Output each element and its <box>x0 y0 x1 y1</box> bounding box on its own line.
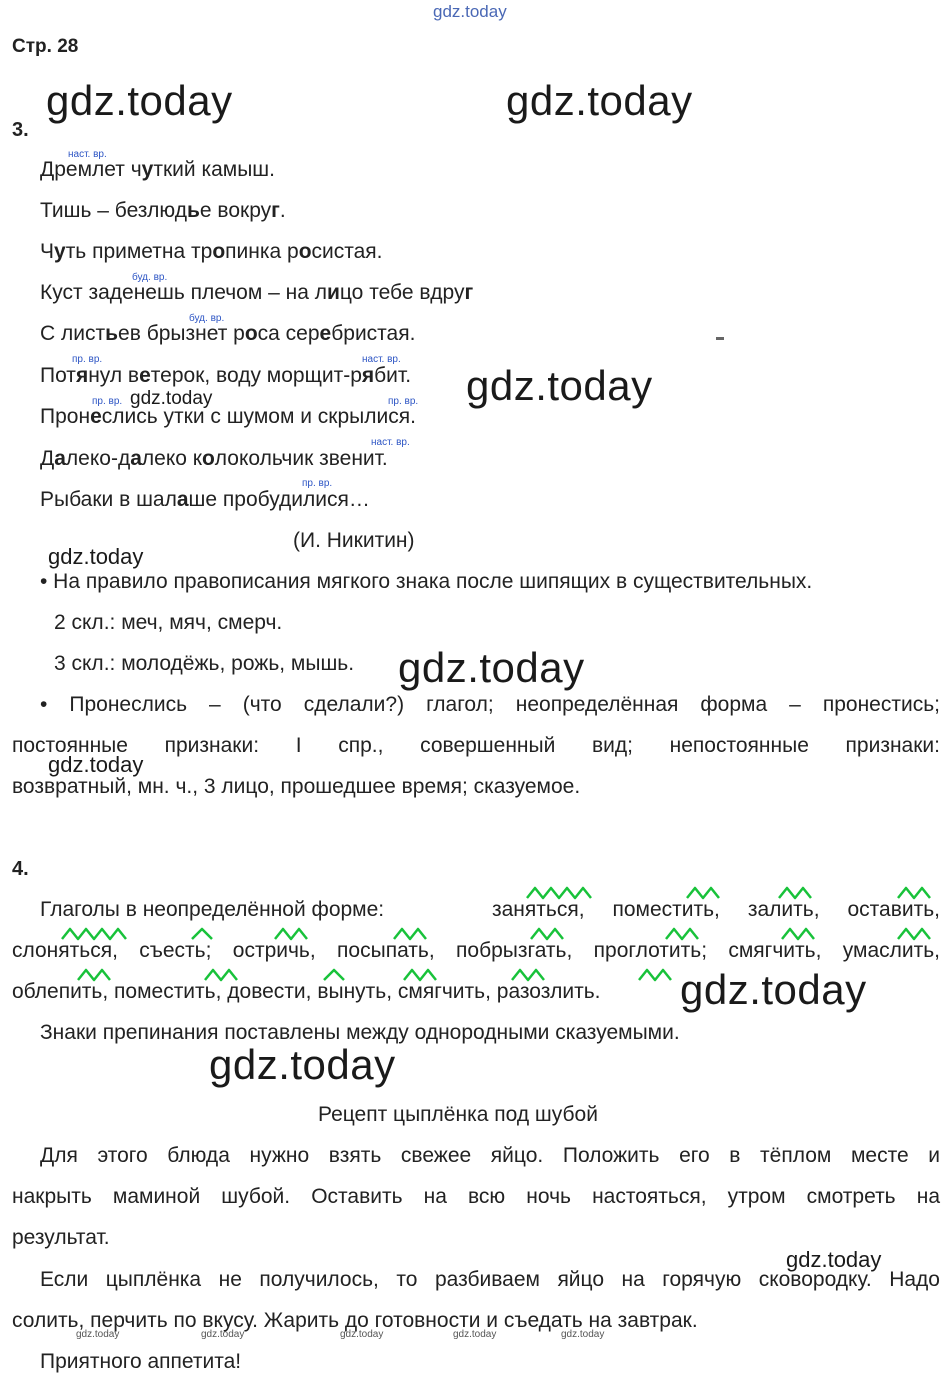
watermark-top: gdz.today <box>433 2 507 21</box>
tense-note: пр. вр. <box>302 478 333 489</box>
poem-line: Далеко-далеко колокольчик звенит. <box>40 447 388 470</box>
watermark-small: gdz.today <box>201 1329 245 1340</box>
recipe-title: Рецепт цыплёнка под шубой <box>318 1103 598 1126</box>
poem-line: Пронеслись утки с шумом и скрылися. <box>40 405 416 428</box>
poem-line: С листьев брызнет роса серебристая. <box>40 322 416 345</box>
exercise-3-number: 3. <box>12 119 29 141</box>
poem-line: Дремлет чуткий камыш. <box>40 158 275 181</box>
recipe-p1-line3: результат. <box>12 1226 110 1249</box>
watermark-small: gdz.today <box>340 1329 384 1340</box>
infinitive-line-3: облепить, поместить, довести, вынуть, смягчить, разозлить. <box>12 980 601 1003</box>
watermark: gdz.today <box>46 77 233 124</box>
tense-note: пр. вр. <box>72 354 103 365</box>
watermark: gdz.today <box>209 1041 396 1088</box>
infinitive-line-2: слоняться, съесть; остричь, посыпать, побрызгать, проглотить; смягчить, умаслить, <box>12 939 940 962</box>
skl3-text: 3 скл.: молодёжь, рожь, мышь. <box>54 652 355 675</box>
root-arc <box>275 929 307 939</box>
recipe-closing: Приятного аппетита! <box>40 1350 242 1373</box>
watermark: gdz.today <box>48 752 144 777</box>
analysis-line-2: постоянные признаки: I спр., совершенный вид; непостоянные признаки: <box>12 734 940 757</box>
watermark-small: gdz.today <box>76 1329 120 1340</box>
watermark: gdz.today <box>398 644 585 691</box>
root-arc <box>324 970 344 980</box>
root-arc <box>404 970 436 980</box>
poem-line: Тишь – безлюдье вокруг. <box>40 199 286 222</box>
watermark: gdz.today <box>130 388 213 409</box>
watermark-small: gdz.today <box>561 1329 605 1340</box>
infinitive-line-1: заняться, поместить, залить, оставить, <box>492 898 940 921</box>
watermark: gdz.today <box>506 77 693 124</box>
poem-line: Чуть приметна тропинка росистая. <box>40 240 383 263</box>
root-arc <box>512 970 544 980</box>
tense-note: наст. вр. <box>362 354 401 365</box>
analysis-line-3: возвратный, мн. ч., 3 лицо, прошедшее время; сказуемое. <box>12 775 581 798</box>
page-number: Стр. 28 <box>12 36 79 57</box>
skl2-text: 2 скл.: меч, мяч, смерч. <box>54 611 283 634</box>
punctuation-note: Знаки препинания поставлены между однородными сказуемыми. <box>40 1021 680 1044</box>
rule-text: • На правило правописания мягкого знака после шипящих в существительных. <box>40 570 813 593</box>
recipe-p1-line1: Для этого блюда нужно взять свежее яйцо. Положить его в тёплом месте и <box>40 1144 940 1167</box>
tense-note: наст. вр. <box>371 437 410 448</box>
recipe-p1-line2: накрыть маминой шубой. Оставить на всю ночь настояться, утром смотреть на <box>12 1185 940 1208</box>
tense-note: пр. вр. <box>388 396 419 407</box>
root-arc <box>898 888 930 898</box>
tense-note: буд. вр. <box>189 313 225 324</box>
watermark: gdz.today <box>48 544 144 569</box>
root-arc <box>62 929 126 939</box>
root-arc <box>531 929 563 939</box>
watermark: gdz.today <box>466 362 653 409</box>
root-arc <box>782 929 814 939</box>
poem-author: (И. Никитин) <box>293 529 415 552</box>
root-arc <box>78 970 110 980</box>
poem-line: Рыбаки в шалаше пробудилися… <box>40 488 370 511</box>
tense-note: буд. вр. <box>132 272 168 283</box>
root-arc <box>779 888 811 898</box>
stray-mark <box>716 337 724 340</box>
exercise-4-number: 4. <box>12 858 29 880</box>
recipe-p2-line2: солить, перчить по вкусу. Жарить до готовности и съедать на завтрак. <box>12 1309 698 1332</box>
root-arc <box>898 929 930 939</box>
tense-note: наст. вр. <box>68 149 107 160</box>
root-arc <box>394 929 426 939</box>
watermark: gdz.today <box>680 966 867 1013</box>
root-arc <box>639 970 671 980</box>
poem-line: Куст заденешь плечом – на лицо тебе вдруг <box>40 281 474 304</box>
recipe-p2-line1: Если цыплёнка не получилось, то разбиваем яйцо на горячую сковородку. Надо <box>40 1268 940 1291</box>
watermark: gdz.today <box>786 1247 882 1272</box>
root-arc <box>205 970 237 980</box>
poem-line: Потянул ветерок, воду морщит-рябит. <box>40 364 412 387</box>
tense-note: пр. вр. <box>92 396 123 407</box>
analysis-line-1: • Пронеслись – (что сделали?) глагол; неопределённая форма – пронестись; <box>40 693 940 716</box>
root-arc <box>687 888 719 898</box>
root-arc <box>192 929 212 939</box>
root-arc <box>666 929 698 939</box>
watermark-small: gdz.today <box>453 1329 497 1340</box>
root-arc <box>527 888 591 898</box>
infinitive-heading: Глаголы в неопределённой форме: <box>40 898 385 921</box>
